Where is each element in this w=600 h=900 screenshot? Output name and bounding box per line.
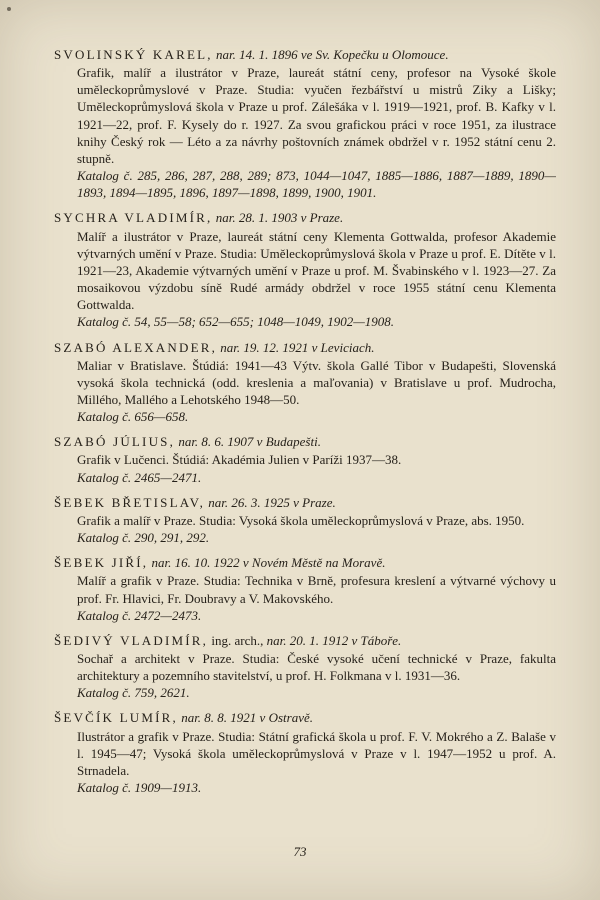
entry-sedivy-vladimir xyxy=(54,632,556,702)
entry-heading xyxy=(54,709,556,726)
entry-katalog-line: Katalog č. 2465—2471. xyxy=(77,469,202,485)
entry-heading xyxy=(54,209,556,226)
entry-szabo-alexander xyxy=(54,339,556,426)
artist-name: SVOLINSKÝ KAREL, xyxy=(54,47,213,62)
entry-katalog-line: Katalog č. 656—658. xyxy=(77,409,189,425)
artist-name: SYCHRA VLADIMÍR, xyxy=(54,210,213,226)
artist-name: ŠEBEK BŘETISLAV, xyxy=(54,494,206,510)
artist-name: ŠEBEK JIŘÍ, xyxy=(54,555,149,571)
entry-katalog-line: Katalog č. 54, 55—58; 652—655; 1048—1049, 1902—1908. xyxy=(77,314,395,330)
entry-katalog-line: Katalog č. 285, 286, 287, 288, 289; 873, 1044—1047, 1885—1886, 1887—1889, 1890—1893, 1894—1895, 1896, 1897—1898, 1899, 1900, 1901. xyxy=(77,168,556,201)
entry-heading xyxy=(54,433,556,450)
page-number: 73 xyxy=(293,844,307,859)
entry-biography: Grafik a malíř v Praze. Studia: Vysoká škola uměleckoprůmyslová v Praze, abs. 1950. xyxy=(77,512,525,528)
artist-name: SZABÓ ALEXANDER, xyxy=(54,339,218,355)
artist-academic-title: ing. arch., xyxy=(211,632,264,648)
entry-heading xyxy=(54,632,556,649)
entry-heading xyxy=(54,339,556,356)
artist-birth-info: nar. 26. 3. 1925 v Praze. xyxy=(208,494,336,510)
entry-heading xyxy=(54,554,556,571)
artist-name: ŠEVČÍK LUMÍR, xyxy=(54,710,178,726)
entry-katalog-line: Katalog č. 759, 2621. xyxy=(77,685,190,701)
artist-birth-info: nar. 19. 12. 1921 v Leviciach. xyxy=(220,339,375,355)
entry-biography: Sochař a architekt v Praze. Studia: České vysoké učení technické v Praze, fakulta architektury a pozemního stavitelství, u prof. H. Folkmana v l. 1931—36. xyxy=(77,651,556,684)
artist-name: SZABÓ JÚLIUS, xyxy=(54,434,176,450)
entry-biography: Ilustrátor a grafik v Praze. Studia: Státní grafická škola u prof. F. V. Mokrého a Z. Balaše v l. 1945—47; Vysoká škola uměleckoprůmyslová v Praze v l. 1947—1952 u prof. A. Strnadela. xyxy=(77,728,556,778)
artist-birth-info: nar. 14. 1. 1896 ve Sv. Kopečku u Olomouce. xyxy=(215,47,449,62)
entry-szabo-julius xyxy=(54,433,556,485)
artist-birth-info: nar. 20. 1. 1912 v Táboře. xyxy=(266,632,402,648)
entry-sychra-vladimir xyxy=(54,209,556,330)
entry-biography: Grafik v Lučenci. Štúdiá: Akadémia Julien v Paríži 1937—38. xyxy=(77,452,402,468)
entry-katalog-line: Katalog č. 2472—2473. xyxy=(77,607,202,623)
entry-biography: Malíř a grafik v Praze. Studia: Technika v Brně, profesura kreslení a výtvarné výchovy u prof. Fr. Hlavici, Fr. Doubravy a V. Makovského. xyxy=(77,573,556,606)
entry-sevcik-lumir xyxy=(54,709,556,796)
entry-heading xyxy=(54,46,556,63)
entry-sebek-bretislav xyxy=(54,494,556,546)
entry-biography: Maliar v Bratislave. Štúdiá: 1941—43 Výtv. škola Gallé Tibor v Budapešti, Slovenská vysoká škola technická (odd. kreslenia a maľovania) v Bratislave u prof. Mudrocha, Millého, Mallého a Lehotského 1948—50. xyxy=(77,357,556,407)
entry-svolinsky-karel xyxy=(54,46,556,201)
entry-biography: Malíř a ilustrátor v Praze, laureát státní ceny Klementa Gottwalda, profesor Akademie výtvarných umění v Praze. Studia: Uměleckoprůmyslová škola v Praze u prof. E. Dítěte v l. 1921—23, Akademie výtvarných umění v Praze u prof. M. Švabinského v l. 1923—27. Za mosaikovou výzdobu síně Rudé armády obdržel v roce 1955 státní cenu Klementa Gottwalda. xyxy=(77,228,556,313)
artist-birth-info: nar. 8. 6. 1907 v Budapešti. xyxy=(178,434,321,450)
artist-name: ŠEDIVÝ VLADIMÍR, xyxy=(54,632,209,648)
entry-heading xyxy=(54,494,556,511)
entry-biography: Grafik, malíř a ilustrátor v Praze, laureát státní ceny, profesor na Vysoké škole uměleckoprůmyslové v Praze. Studia: vyučen řezbářství u mistrů Ziky a Lišky; Uměleckoprůmyslová škola v Praze u prof. Zálešáka v l. 1919—1921, prof. B. Kafky v l. 1921—22, prof. F. Kysely do r. 1927. Za svou grafickou práci v roce 1951, za ilustrace knihy Český rok — Léto a za návrhy poštovních známek obdržel v r. 1952 státní cenu 2. stupně. xyxy=(77,65,556,166)
entry-katalog-line: Katalog č. 1909—1913. xyxy=(77,780,202,796)
entry-katalog-line: Katalog č. 290, 291, 292. xyxy=(77,530,210,546)
scan-artifact-dot xyxy=(7,7,11,11)
entry-sebek-jiri xyxy=(54,554,556,624)
artist-birth-info: nar. 28. 1. 1903 v Praze. xyxy=(215,210,344,226)
artist-birth-info: nar. 16. 10. 1922 v Novém Městě na Moravě. xyxy=(151,555,386,571)
artist-birth-info: nar. 8. 8. 1921 v Ostravě. xyxy=(181,710,313,726)
